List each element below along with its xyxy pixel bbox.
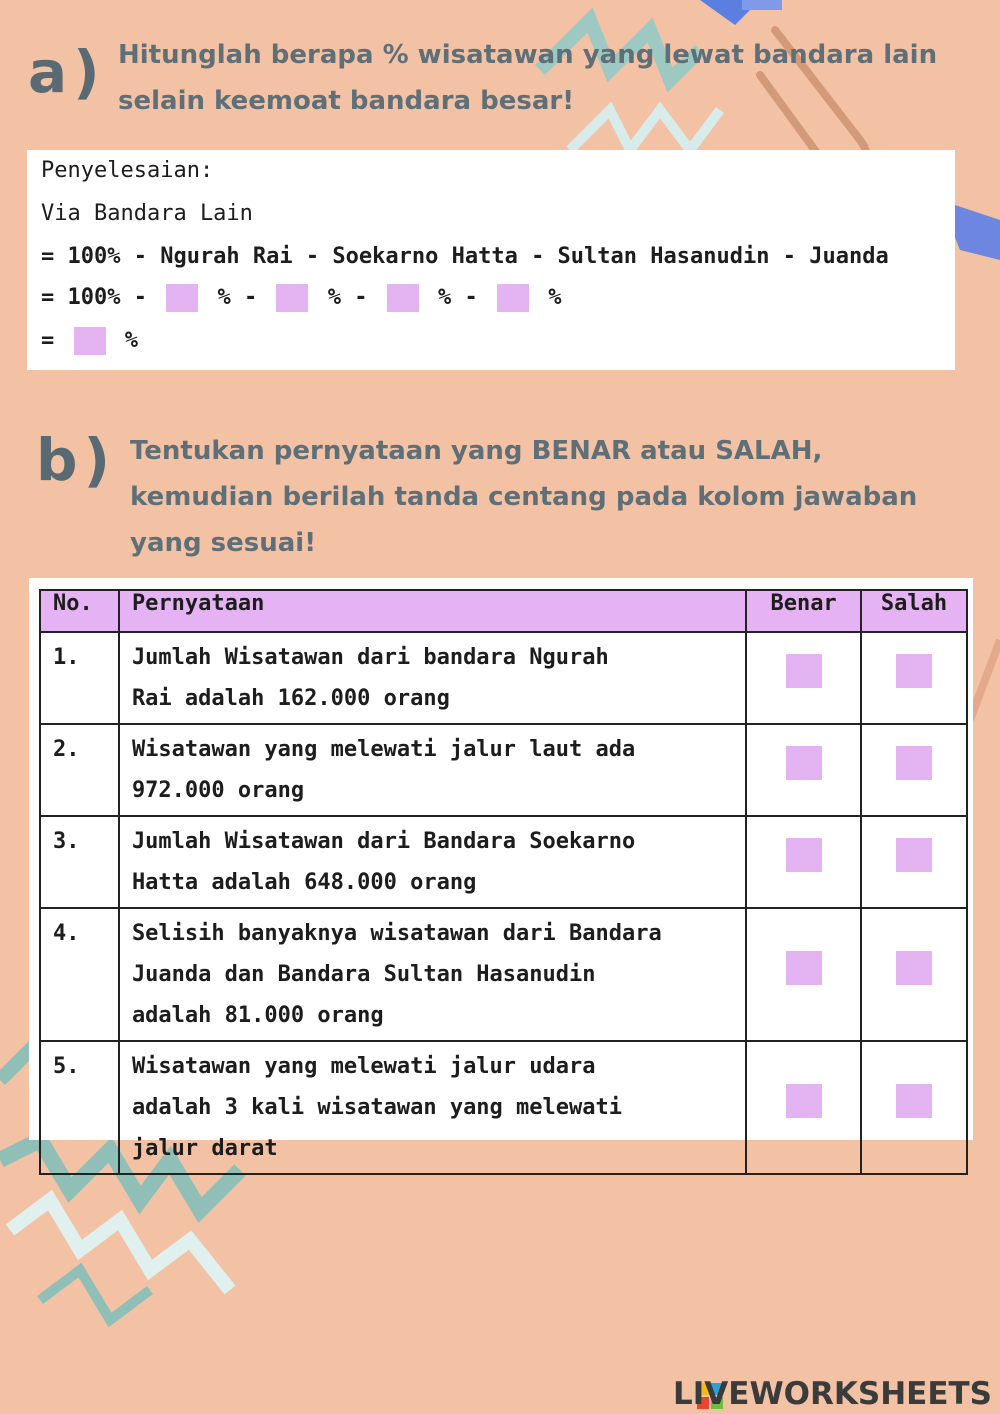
statement-line: 972.000 orang: [131, 778, 305, 803]
statement-text: [119, 632, 746, 724]
statement-line: Jumlah Wisatawan dari Bandara Soekarno: [131, 829, 636, 854]
row-number: 5.: [40, 1041, 119, 1174]
question-line: Tentukan pernyataan yang BENAR atau SALAH,: [130, 436, 823, 466]
answer-blank-juanda[interactable]: [497, 284, 529, 312]
checkbox-benar-3[interactable]: [786, 838, 822, 872]
row-number: 3.: [40, 816, 119, 908]
minus-sign: -: [243, 285, 258, 310]
statement-line: adalah 81.000 orang: [131, 1003, 384, 1028]
table-row: [40, 908, 967, 1041]
percent-sign: %: [548, 285, 562, 310]
solution-line-3: [41, 284, 561, 312]
statement-line: Wisatawan yang melewati jalur udara: [131, 1054, 596, 1079]
statement-line: Wisatawan yang melewati jalur laut ada: [131, 737, 636, 762]
section-a-letter: a): [28, 38, 106, 106]
solution-panel: [27, 150, 955, 370]
solution-label: Penyelesaian:: [41, 158, 214, 183]
question-line: kemudian berilah tanda centang pada kolom jawaban: [130, 482, 918, 512]
header-salah: Salah: [861, 590, 967, 632]
header-benar: Benar: [746, 590, 861, 632]
statement-line: Juanda dan Bandara Sultan Hasanudin: [131, 962, 596, 987]
statement-line: jalur darat: [131, 1136, 278, 1161]
row-number: 1.: [40, 632, 119, 724]
percent-sign: %: [124, 328, 138, 353]
minus-sign: -: [464, 285, 478, 310]
statement-text: [119, 724, 746, 816]
line-3-prefix: = 100% -: [41, 285, 147, 310]
table-header-row: [40, 590, 967, 632]
section-b-question: [130, 428, 917, 566]
statement-line: Hatta adalah 648.000 orang: [131, 870, 477, 895]
statement-line: Rai adalah 162.000 orang: [131, 686, 450, 711]
solution-line-2: = 100% - Ngurah Rai - Soekarno Hatta - Sultan Hasanudin - Juanda: [41, 244, 889, 269]
statement-text: [119, 1041, 746, 1174]
answer-blank-sultan-hasanudin[interactable]: [387, 284, 419, 312]
table-row: [40, 1041, 967, 1174]
checkbox-benar-2[interactable]: [786, 746, 822, 780]
statement-line: Jumlah Wisatawan dari bandara Ngurah: [131, 645, 609, 670]
checkbox-benar-5[interactable]: [786, 1084, 822, 1118]
statement-line: adalah 3 kali wisatawan yang melewati: [131, 1095, 623, 1120]
question-line: yang sesuai!: [130, 528, 317, 558]
percent-sign: %: [437, 285, 452, 310]
header-statement: Pernyataan: [119, 590, 746, 632]
statement-table: [39, 589, 968, 1175]
statement-text: [119, 816, 746, 908]
checkbox-salah-5[interactable]: [896, 1084, 932, 1118]
checkbox-salah-1[interactable]: [896, 654, 932, 688]
question-line: selain keemoat bandara besar!: [118, 86, 575, 116]
table-row: [40, 632, 967, 724]
statement-line: Selisih banyaknya wisatawan dari Bandara: [131, 921, 662, 946]
checkbox-salah-3[interactable]: [896, 838, 932, 872]
question-line: Hitunglah berapa % wisatawan yang lewat bandara lain: [118, 40, 938, 70]
pencil-icon: [700, 0, 782, 25]
solution-line-4: [41, 327, 138, 355]
statement-text: [119, 908, 746, 1041]
section-b-letter: b): [36, 426, 117, 494]
section-a-question: [118, 32, 937, 124]
line-4-prefix: =: [41, 328, 55, 353]
checkbox-benar-1[interactable]: [786, 654, 822, 688]
percent-sign: %: [217, 285, 231, 310]
table-row: [40, 816, 967, 908]
answer-blank-result[interactable]: [74, 327, 106, 355]
checkbox-benar-4[interactable]: [786, 951, 822, 985]
answer-blank-soekarno-hatta[interactable]: [276, 284, 308, 312]
checkbox-salah-4[interactable]: [896, 951, 932, 985]
header-no: No.: [40, 590, 119, 632]
liveworksheets-logo[interactable]: LIVEWORKSHEETS: [673, 1376, 992, 1412]
percent-sign: %: [327, 285, 341, 310]
row-number: 4.: [40, 908, 119, 1041]
table-row: [40, 724, 967, 816]
checkbox-salah-2[interactable]: [896, 746, 932, 780]
answer-blank-ngurah-rai[interactable]: [166, 284, 198, 312]
minus-sign: -: [354, 285, 368, 310]
row-number: 2.: [40, 724, 119, 816]
solution-line-1: Via Bandara Lain: [41, 201, 253, 226]
